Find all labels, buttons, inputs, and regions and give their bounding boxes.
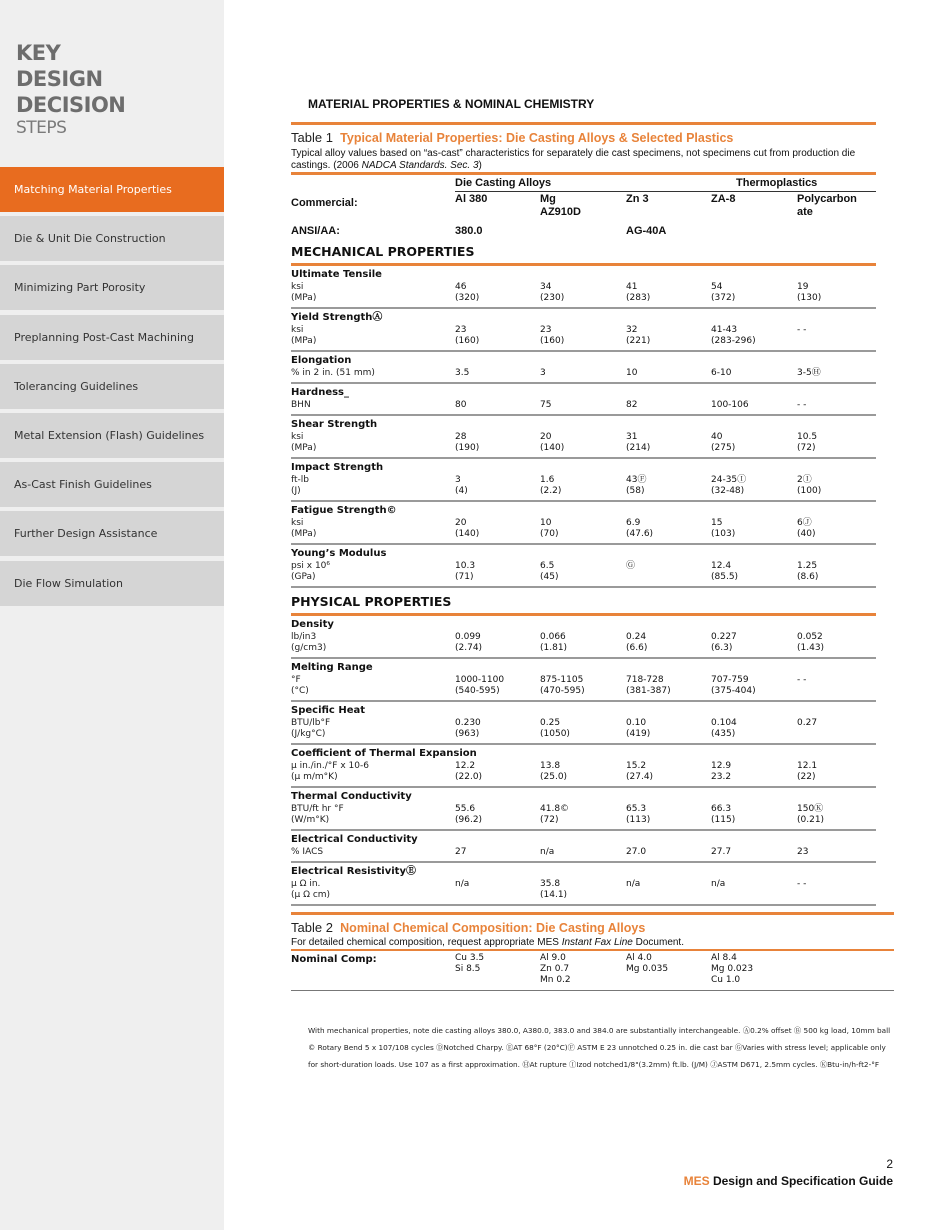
property-units: ksi (MPa): [291, 282, 317, 303]
property-value: 150Ⓚ (0.21): [797, 804, 825, 825]
property-units: BTU/lb°F (J/kg°C): [291, 718, 331, 739]
property-value: n/a: [455, 879, 470, 889]
divider: [291, 122, 876, 125]
property-value: 10.5 (72): [797, 432, 818, 453]
property-value: 19 (130): [797, 282, 822, 303]
alloy-name: Zn 3: [626, 193, 649, 205]
table-note: [291, 937, 894, 949]
commercial-row: [291, 193, 876, 225]
property-value: 3 (4): [455, 475, 468, 496]
table-1: [291, 122, 876, 906]
property-value: 20 (140): [540, 432, 565, 453]
divider: [291, 912, 894, 915]
property-value: n/a: [626, 879, 641, 889]
property-units: % IACS: [291, 847, 324, 857]
property-value: 0.052 (1.43): [797, 632, 825, 653]
property-value: 65.3 (113): [626, 804, 651, 825]
physical-heading: PHYSICAL PROPERTIES: [291, 594, 452, 609]
sidebar-item[interactable]: Preplanning Post-Cast Machining: [0, 315, 224, 360]
note-text: For detailed chemical composition, request appropriate MES: [291, 937, 562, 948]
property-units: ksi (MPa): [291, 518, 317, 539]
property-name: Specific Heat: [291, 705, 365, 716]
divider: [291, 172, 876, 175]
property-value: 41 (283): [626, 282, 651, 303]
property-name: Electrical Conductivity: [291, 834, 418, 845]
sidebar-item[interactable]: Further Design Assistance: [0, 511, 224, 556]
property-name: Electrical ResistivityⒺ: [291, 866, 416, 877]
table-row: [291, 863, 876, 906]
property-name: Elongation: [291, 355, 352, 366]
property-value: 28 (190): [455, 432, 480, 453]
property-name: Young’s Modulus: [291, 548, 387, 559]
property-value: 82: [626, 400, 638, 410]
property-value: 35.8 (14.1): [540, 879, 568, 900]
property-value: 2Ⓘ (100): [797, 475, 822, 496]
property-value: 0.104 (435): [711, 718, 737, 739]
property-value: 3-5Ⓗ: [797, 368, 821, 378]
table-row: [291, 502, 876, 545]
table-row: [291, 831, 876, 863]
sidebar-item[interactable]: Metal Extension (Flash) Guidelines: [0, 413, 224, 458]
property-value: 100-106: [711, 400, 749, 410]
property-value: 0.25 (1050): [540, 718, 570, 739]
brand: MES: [683, 1174, 710, 1188]
table-2: [291, 912, 894, 991]
property-value: 20 (140): [455, 518, 480, 539]
property-value: 12.9 23.2: [711, 761, 732, 782]
property-value: - -: [797, 325, 807, 335]
sidebar-item[interactable]: Matching Material Properties: [0, 167, 224, 212]
sidebar-item[interactable]: Minimizing Part Porosity: [0, 265, 224, 310]
property-value: 6.9 (47.6): [626, 518, 654, 539]
composition-value: Al 9.0 Zn 0.7 Mn 0.2: [540, 953, 571, 985]
group-alloys: Die Casting Alloys: [455, 177, 552, 189]
note-text: ): [478, 160, 482, 171]
property-value: 75: [540, 400, 552, 410]
sidebar-item[interactable]: As-Cast Finish Guidelines: [0, 462, 224, 507]
property-value: 32 (221): [626, 325, 651, 346]
mechanical-rows: [291, 266, 876, 588]
property-value: 1.6 (2.2): [540, 475, 562, 496]
property-value: 41-43 (283-296): [711, 325, 756, 346]
row-label: ANSI/AA:: [291, 225, 340, 237]
property-value: 43Ⓕ (58): [626, 475, 647, 496]
property-value: 12.2 (22.0): [455, 761, 483, 782]
property-value: 3: [540, 368, 546, 378]
property-value: 66.3 (115): [711, 804, 736, 825]
property-value: 12.1 (22): [797, 761, 818, 782]
table-row: [291, 266, 876, 309]
sidebar: [0, 0, 224, 1230]
property-value: 10 (70): [540, 518, 559, 539]
table-row: [291, 659, 876, 702]
section-title: MATERIAL PROPERTIES & NOMINAL CHEMISTRY: [308, 97, 595, 111]
composition-value: Cu 3.5 Si 8.5: [455, 953, 485, 974]
property-value: 27.7: [711, 847, 732, 857]
property-value: 707-759 (375-404): [711, 675, 756, 696]
property-value: 0.066 (1.81): [540, 632, 568, 653]
property-name: Hardness_: [291, 387, 350, 398]
property-value: 6Ⓙ (40): [797, 518, 816, 539]
property-units: % in 2 in. (51 mm): [291, 368, 375, 378]
property-units: lb/in3 (g/cm3): [291, 632, 327, 653]
property-units: ksi (MPa): [291, 325, 317, 346]
property-name: Shear Strength: [291, 419, 378, 430]
table-row: [291, 788, 876, 831]
property-value: 54 (372): [711, 282, 736, 303]
table-row: [291, 309, 876, 352]
guide-title: [684, 1174, 893, 1188]
property-name: Density: [291, 619, 334, 630]
alloy-name: Mg AZ910D: [540, 193, 581, 218]
property-units: ksi (MPa): [291, 432, 317, 453]
property-units: μ in./in./°F x 10-6 (μ m/m°K): [291, 761, 369, 782]
main-content: [291, 122, 896, 991]
title-subtitle: STEPS: [16, 118, 67, 138]
property-value: 40 (275): [711, 432, 736, 453]
property-value: 0.27: [797, 718, 818, 728]
property-value: 0.10 (419): [626, 718, 651, 739]
sidebar-item[interactable]: Die Flow Simulation: [0, 561, 224, 606]
table-row: [291, 545, 876, 588]
guide-name: Design and Specification Guide: [709, 1174, 893, 1188]
property-name: Yield StrengthⒶ: [291, 312, 383, 323]
title-line: KEY: [16, 41, 61, 65]
property-value: 6.5 (45): [540, 561, 559, 582]
property-value: 0.099 (2.74): [455, 632, 483, 653]
property-value: 1000-1100 (540-595): [455, 675, 505, 696]
property-value: n/a: [540, 847, 555, 857]
footnote: With mechanical properties, note die casting alloys 380.0, A380.0, 383.0 and 384.0 are substantially interchangeable. Ⓐ0.2% offset Ⓑ 500 kg load, 10mm ball © Rotary Bend 5 x 107/108 cycles ⒹNotched Charpy. ⒺAT 68°F (20°C)Ⓕ ASTM E 23 unnotched 0.25 in. die cast bar ⒼVaries with stress level; applicable only for short-duration loads. Use 107 as a first approximation. ⒽAt rupture ⒾIzod notched1/8"(3.2mm) ft.lb. (J/M) ⒿASTM D671, 2.5mm cycles. ⓀBtu-in/h-ft2-°F: [308, 1026, 891, 1069]
property-value: 718-728 (381-387): [626, 675, 671, 696]
property-value: 0.227 (6.3): [711, 632, 737, 653]
property-name: Impact Strength: [291, 462, 384, 473]
property-name: Thermal Conductivity: [291, 791, 412, 802]
table-row: [291, 745, 876, 788]
property-name: Ultimate Tensile: [291, 269, 382, 280]
note-source: NADCA Standards. Sec. 3: [361, 160, 479, 171]
property-value: 875-1105 (470-595): [540, 675, 585, 696]
ansi-designation: 380.0: [455, 225, 483, 237]
property-value: - -: [797, 675, 807, 685]
table-row: [291, 384, 876, 416]
property-value: - -: [797, 400, 807, 410]
property-units: μ Ω in. (μ Ω cm): [291, 879, 331, 900]
table-title: Nominal Chemical Composition: Die Casting Alloys: [340, 921, 646, 935]
property-value: 6-10: [711, 368, 732, 378]
table-row: [291, 416, 876, 459]
property-value: 15.2 (27.4): [626, 761, 654, 782]
ansi-designation: AG-40A: [626, 225, 667, 237]
table-row: [291, 352, 876, 384]
property-value: 3.5: [455, 368, 470, 378]
group-underline: [455, 191, 876, 192]
alloy-name: Al 380: [455, 193, 488, 205]
note-source: Instant Fax Line: [561, 937, 633, 948]
note-text: Document.: [632, 937, 684, 948]
property-value: 10: [626, 368, 638, 378]
property-units: BTU/ft hr °F (W/m°K): [291, 804, 344, 825]
row-label: Nominal Comp:: [291, 954, 377, 965]
note-text: Typical alloy values based on “as-cast” characteristics for separately die cast specimens, not specimens cut from production die castings. (2006: [291, 148, 856, 171]
property-value: 31 (214): [626, 432, 651, 453]
property-units: psi x 10⁶ (GPa): [291, 561, 331, 582]
property-value: 15 (103): [711, 518, 736, 539]
table-row: [291, 459, 876, 502]
nominal-comp-row: [291, 951, 894, 991]
property-value: 0.24 (6.6): [626, 632, 648, 653]
property-value: 55.6 (96.2): [455, 804, 483, 825]
property-value: 23 (160): [540, 325, 565, 346]
property-units: ft-lb (J): [291, 475, 309, 496]
property-value: 80: [455, 400, 467, 410]
property-value: 27: [455, 847, 467, 857]
table-row: [291, 702, 876, 745]
row-label: Commercial:: [291, 197, 358, 209]
title-line: DECISION: [16, 93, 126, 117]
property-value: 10.3 (71): [455, 561, 476, 582]
title-line: DESIGN: [16, 67, 103, 91]
sidebar-item[interactable]: Tolerancing Guidelines: [0, 364, 224, 409]
property-value: 12.4 (85.5): [711, 561, 739, 582]
property-value: 23 (160): [455, 325, 480, 346]
property-value: 23: [797, 847, 809, 857]
property-name: Fatigue Strength©: [291, 505, 397, 516]
property-value: 41.8© (72): [540, 804, 570, 825]
property-units: BHN: [291, 400, 311, 410]
composition-value: Al 8.4 Mg 0.023 Cu 1.0: [711, 953, 754, 985]
property-value: n/a: [711, 879, 726, 889]
ansi-row: [291, 225, 876, 241]
property-value: 0.230 (963): [455, 718, 481, 739]
property-name: Coefficient of Thermal Expansion: [291, 748, 477, 759]
property-value: 34 (230): [540, 282, 565, 303]
table-row: [291, 616, 876, 659]
sidebar-title: [16, 40, 125, 138]
property-value: - -: [797, 879, 807, 889]
sidebar-item[interactable]: Die & Unit Die Construction: [0, 216, 224, 261]
property-value: 13.8 (25.0): [540, 761, 568, 782]
property-value: 24-35Ⓘ (32-48): [711, 475, 747, 496]
alloy-name: ZA-8: [711, 193, 736, 205]
group-plastics: Thermoplastics: [736, 177, 818, 189]
table-note: [291, 148, 876, 172]
property-name: Melting Range: [291, 662, 373, 673]
physical-rows: [291, 616, 876, 906]
page-number: 2: [886, 1157, 893, 1171]
property-value: 27.0: [626, 847, 647, 857]
alloy-name: Polycarbon ate: [797, 193, 857, 218]
table-title: Typical Material Properties: Die Casting Alloys & Selected Plastics: [340, 131, 734, 145]
property-units: °F (°C): [291, 675, 309, 696]
property-value: 1.25 (8.6): [797, 561, 819, 582]
property-value: Ⓖ: [626, 561, 636, 571]
mechanical-heading: MECHANICAL PROPERTIES: [291, 244, 475, 259]
table-label: Table 1: [291, 130, 333, 145]
group-headers: [291, 177, 876, 191]
property-value: 46 (320): [455, 282, 480, 303]
composition-value: Al 4.0 Mg 0.035: [626, 953, 669, 974]
table-label: Table 2: [291, 920, 333, 935]
